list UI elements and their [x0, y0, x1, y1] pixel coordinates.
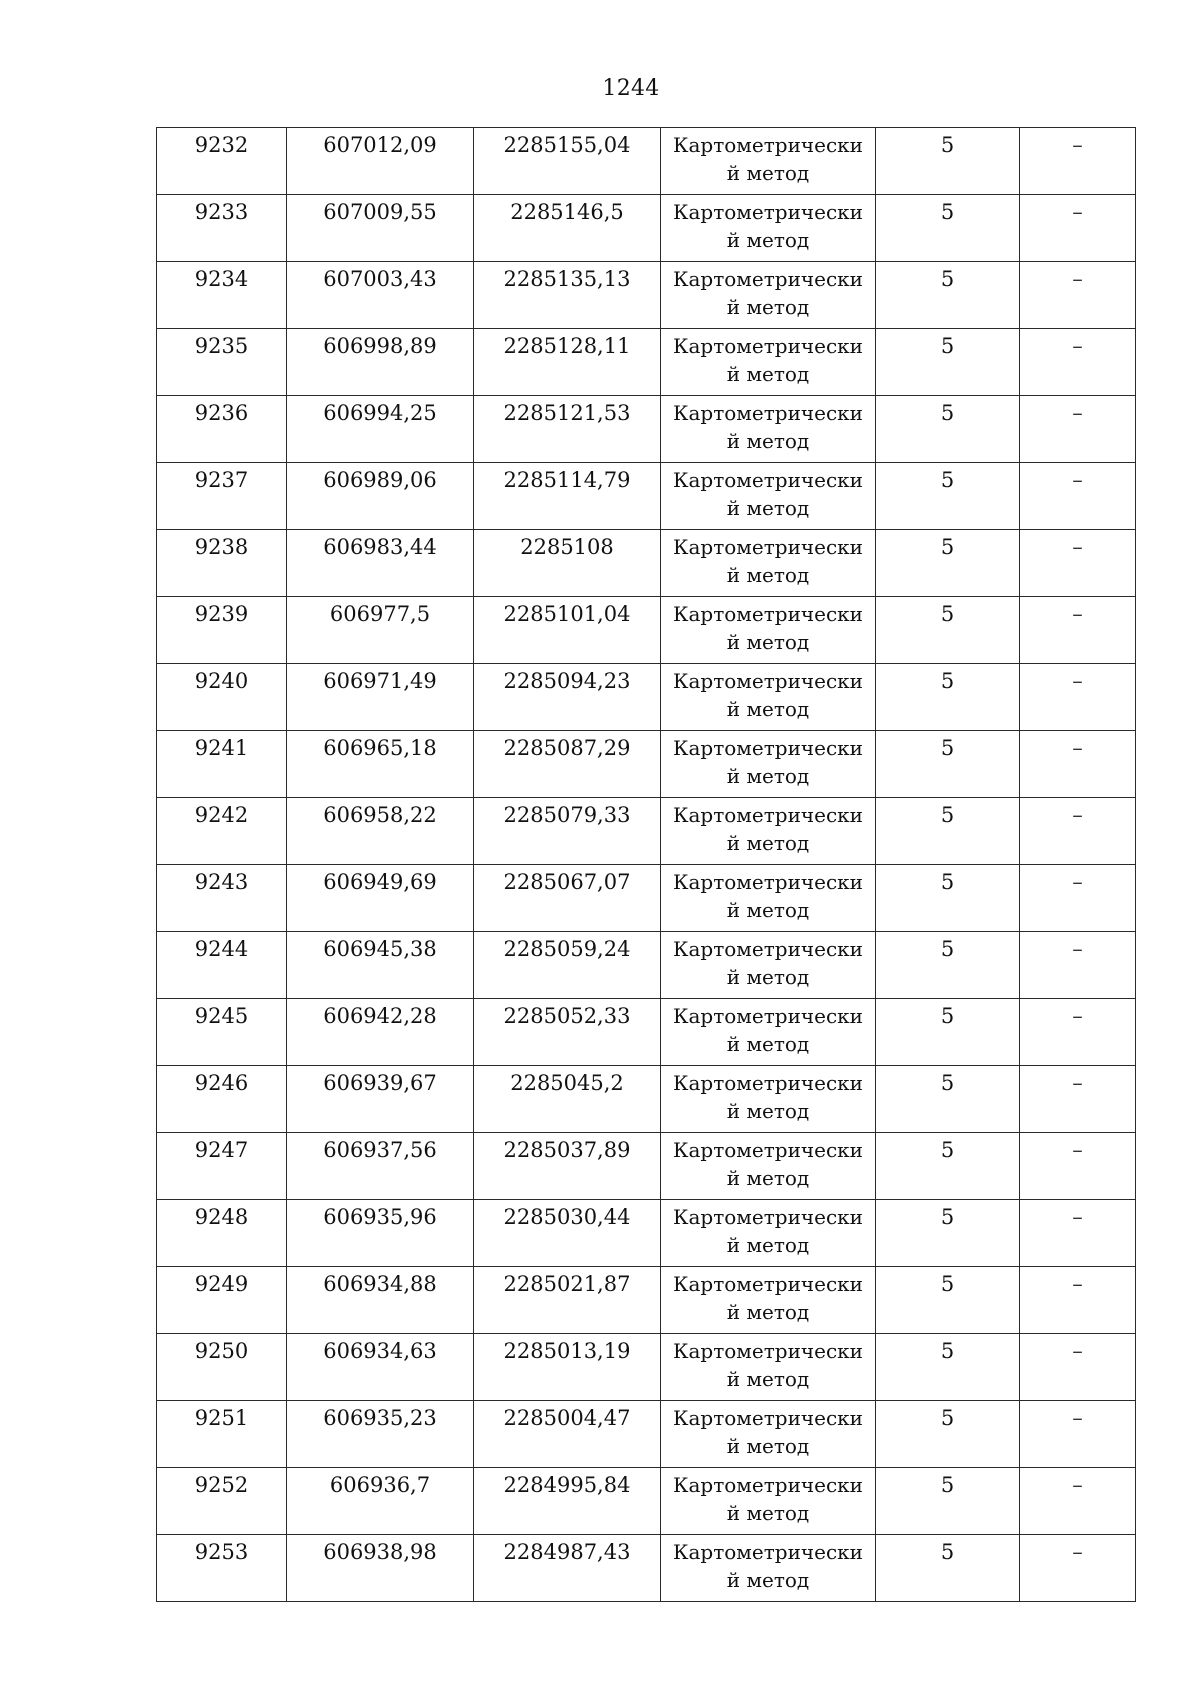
- point-number-cell: 9236: [157, 396, 287, 463]
- method-cell: [661, 1267, 876, 1334]
- method-cell: [661, 731, 876, 798]
- y-coordinate-cell: 2285108: [474, 530, 661, 597]
- method-line-2: й метод: [726, 161, 810, 185]
- y-coordinate-cell: 2285128,11: [474, 329, 661, 396]
- x-coordinate-cell: 606983,44: [287, 530, 474, 597]
- accuracy-cell: 5: [876, 262, 1020, 329]
- note-cell: –: [1020, 396, 1136, 463]
- coordinates-table: [156, 127, 1136, 1602]
- note-cell: –: [1020, 865, 1136, 932]
- method-cell: [661, 1535, 876, 1602]
- method-line-2: й метод: [726, 831, 810, 855]
- method-cell: [661, 664, 876, 731]
- method-line-2: й метод: [726, 965, 810, 989]
- point-number-cell: 9240: [157, 664, 287, 731]
- table-body: [157, 128, 1136, 1602]
- method-line-2: й метод: [726, 563, 810, 587]
- table-row: [157, 1401, 1136, 1468]
- method-line-1: Картометрически: [673, 200, 863, 224]
- accuracy-cell: 5: [876, 1066, 1020, 1133]
- accuracy-cell: 5: [876, 798, 1020, 865]
- y-coordinate-cell: 2285135,13: [474, 262, 661, 329]
- method-line-1: Картометрически: [673, 1272, 863, 1296]
- accuracy-cell: 5: [876, 664, 1020, 731]
- accuracy-cell: 5: [876, 1535, 1020, 1602]
- method-line-1: Картометрически: [673, 468, 863, 492]
- y-coordinate-cell: 2285101,04: [474, 597, 661, 664]
- point-number-cell: 9232: [157, 128, 287, 195]
- accuracy-cell: 5: [876, 463, 1020, 530]
- point-number-cell: 9241: [157, 731, 287, 798]
- method-cell: [661, 128, 876, 195]
- point-number-cell: 9251: [157, 1401, 287, 1468]
- point-number-cell: 9235: [157, 329, 287, 396]
- x-coordinate-cell: 606971,49: [287, 664, 474, 731]
- x-coordinate-cell: 606958,22: [287, 798, 474, 865]
- method-line-1: Картометрически: [673, 1071, 863, 1095]
- accuracy-cell: 5: [876, 999, 1020, 1066]
- point-number-cell: 9239: [157, 597, 287, 664]
- accuracy-cell: 5: [876, 597, 1020, 664]
- x-coordinate-cell: 606934,63: [287, 1334, 474, 1401]
- method-cell: [661, 530, 876, 597]
- accuracy-cell: 5: [876, 1468, 1020, 1535]
- accuracy-cell: 5: [876, 1133, 1020, 1200]
- y-coordinate-cell: 2285155,04: [474, 128, 661, 195]
- table-row: [157, 530, 1136, 597]
- method-line-2: й метод: [726, 1166, 810, 1190]
- method-line-2: й метод: [726, 1300, 810, 1324]
- table-row: [157, 1535, 1136, 1602]
- x-coordinate-cell: 606942,28: [287, 999, 474, 1066]
- method-line-2: й метод: [726, 362, 810, 386]
- note-cell: –: [1020, 932, 1136, 999]
- point-number-cell: 9234: [157, 262, 287, 329]
- point-number-cell: 9250: [157, 1334, 287, 1401]
- table-row: [157, 195, 1136, 262]
- method-line-1: Картометрически: [673, 1473, 863, 1497]
- x-coordinate-cell: 607009,55: [287, 195, 474, 262]
- table-row: [157, 865, 1136, 932]
- note-cell: –: [1020, 999, 1136, 1066]
- method-cell: [661, 1468, 876, 1535]
- method-line-1: Картометрически: [673, 937, 863, 961]
- note-cell: –: [1020, 329, 1136, 396]
- y-coordinate-cell: 2285013,19: [474, 1334, 661, 1401]
- note-cell: –: [1020, 1334, 1136, 1401]
- table-row: [157, 396, 1136, 463]
- table-row: [157, 664, 1136, 731]
- note-cell: –: [1020, 1133, 1136, 1200]
- method-cell: [661, 1066, 876, 1133]
- y-coordinate-cell: 2285079,33: [474, 798, 661, 865]
- method-line-2: й метод: [726, 1501, 810, 1525]
- table-row: [157, 463, 1136, 530]
- method-line-1: Картометрически: [673, 1540, 863, 1564]
- note-cell: –: [1020, 1066, 1136, 1133]
- table-row: [157, 128, 1136, 195]
- method-line-2: й метод: [726, 898, 810, 922]
- y-coordinate-cell: 2285146,5: [474, 195, 661, 262]
- accuracy-cell: 5: [876, 329, 1020, 396]
- point-number-cell: 9252: [157, 1468, 287, 1535]
- point-number-cell: 9233: [157, 195, 287, 262]
- method-line-1: Картометрически: [673, 535, 863, 559]
- note-cell: –: [1020, 1200, 1136, 1267]
- point-number-cell: 9243: [157, 865, 287, 932]
- x-coordinate-cell: 606998,89: [287, 329, 474, 396]
- table-row: [157, 1133, 1136, 1200]
- x-coordinate-cell: 606935,23: [287, 1401, 474, 1468]
- note-cell: –: [1020, 664, 1136, 731]
- note-cell: –: [1020, 195, 1136, 262]
- accuracy-cell: 5: [876, 195, 1020, 262]
- method-line-2: й метод: [726, 1367, 810, 1391]
- note-cell: –: [1020, 798, 1136, 865]
- accuracy-cell: 5: [876, 530, 1020, 597]
- x-coordinate-cell: 606934,88: [287, 1267, 474, 1334]
- method-cell: [661, 798, 876, 865]
- note-cell: –: [1020, 1267, 1136, 1334]
- accuracy-cell: 5: [876, 865, 1020, 932]
- method-line-2: й метод: [726, 228, 810, 252]
- method-line-1: Картометрически: [673, 1205, 863, 1229]
- table-row: [157, 597, 1136, 664]
- x-coordinate-cell: 606939,67: [287, 1066, 474, 1133]
- y-coordinate-cell: 2284995,84: [474, 1468, 661, 1535]
- method-line-2: й метод: [726, 496, 810, 520]
- x-coordinate-cell: 606989,06: [287, 463, 474, 530]
- table-row: [157, 329, 1136, 396]
- accuracy-cell: 5: [876, 1267, 1020, 1334]
- method-line-2: й метод: [726, 429, 810, 453]
- point-number-cell: 9249: [157, 1267, 287, 1334]
- method-line-2: й метод: [726, 1032, 810, 1056]
- point-number-cell: 9253: [157, 1535, 287, 1602]
- x-coordinate-cell: 606965,18: [287, 731, 474, 798]
- point-number-cell: 9237: [157, 463, 287, 530]
- table-row: [157, 999, 1136, 1066]
- method-cell: [661, 195, 876, 262]
- method-cell: [661, 1401, 876, 1468]
- point-number-cell: 9242: [157, 798, 287, 865]
- method-cell: [661, 865, 876, 932]
- method-line-2: й метод: [726, 630, 810, 654]
- y-coordinate-cell: 2285004,47: [474, 1401, 661, 1468]
- method-cell: [661, 396, 876, 463]
- table-row: [157, 262, 1136, 329]
- y-coordinate-cell: 2285052,33: [474, 999, 661, 1066]
- method-cell: [661, 1200, 876, 1267]
- method-line-2: й метод: [726, 1099, 810, 1123]
- table-row: [157, 1334, 1136, 1401]
- x-coordinate-cell: 606949,69: [287, 865, 474, 932]
- accuracy-cell: 5: [876, 396, 1020, 463]
- method-line-2: й метод: [726, 1233, 810, 1257]
- method-line-2: й метод: [726, 1434, 810, 1458]
- method-line-2: й метод: [726, 697, 810, 721]
- note-cell: –: [1020, 731, 1136, 798]
- x-coordinate-cell: 606938,98: [287, 1535, 474, 1602]
- point-number-cell: 9248: [157, 1200, 287, 1267]
- method-line-2: й метод: [726, 764, 810, 788]
- method-cell: [661, 463, 876, 530]
- y-coordinate-cell: 2285021,87: [474, 1267, 661, 1334]
- table-row: [157, 731, 1136, 798]
- method-cell: [661, 932, 876, 999]
- method-line-1: Картометрически: [673, 870, 863, 894]
- method-line-1: Картометрически: [673, 267, 863, 291]
- method-cell: [661, 1133, 876, 1200]
- y-coordinate-cell: 2284987,43: [474, 1535, 661, 1602]
- point-number-cell: 9238: [157, 530, 287, 597]
- point-number-cell: 9247: [157, 1133, 287, 1200]
- accuracy-cell: 5: [876, 1334, 1020, 1401]
- accuracy-cell: 5: [876, 1401, 1020, 1468]
- method-line-1: Картометрически: [673, 1004, 863, 1028]
- method-line-1: Картометрически: [673, 133, 863, 157]
- note-cell: –: [1020, 1535, 1136, 1602]
- note-cell: –: [1020, 128, 1136, 195]
- method-cell: [661, 262, 876, 329]
- point-number-cell: 9245: [157, 999, 287, 1066]
- accuracy-cell: 5: [876, 731, 1020, 798]
- method-line-1: Картометрически: [673, 401, 863, 425]
- method-line-1: Картометрически: [673, 736, 863, 760]
- x-coordinate-cell: 606994,25: [287, 396, 474, 463]
- note-cell: –: [1020, 597, 1136, 664]
- note-cell: –: [1020, 1401, 1136, 1468]
- table-row: [157, 1200, 1136, 1267]
- x-coordinate-cell: 606937,56: [287, 1133, 474, 1200]
- x-coordinate-cell: 607003,43: [287, 262, 474, 329]
- method-cell: [661, 999, 876, 1066]
- method-line-1: Картометрически: [673, 1406, 863, 1430]
- x-coordinate-cell: 607012,09: [287, 128, 474, 195]
- method-line-1: Картометрически: [673, 602, 863, 626]
- note-cell: –: [1020, 530, 1136, 597]
- y-coordinate-cell: 2285037,89: [474, 1133, 661, 1200]
- method-line-2: й метод: [726, 1568, 810, 1592]
- y-coordinate-cell: 2285087,29: [474, 731, 661, 798]
- y-coordinate-cell: 2285114,79: [474, 463, 661, 530]
- y-coordinate-cell: 2285067,07: [474, 865, 661, 932]
- table-row: [157, 1468, 1136, 1535]
- accuracy-cell: 5: [876, 1200, 1020, 1267]
- method-line-1: Картометрически: [673, 803, 863, 827]
- method-cell: [661, 329, 876, 396]
- y-coordinate-cell: 2285121,53: [474, 396, 661, 463]
- y-coordinate-cell: 2285030,44: [474, 1200, 661, 1267]
- accuracy-cell: 5: [876, 128, 1020, 195]
- x-coordinate-cell: 606936,7: [287, 1468, 474, 1535]
- method-line-2: й метод: [726, 295, 810, 319]
- point-number-cell: 9244: [157, 932, 287, 999]
- table-row: [157, 1267, 1136, 1334]
- accuracy-cell: 5: [876, 932, 1020, 999]
- page-number: 1244: [602, 76, 660, 101]
- note-cell: –: [1020, 262, 1136, 329]
- method-cell: [661, 1334, 876, 1401]
- x-coordinate-cell: 606977,5: [287, 597, 474, 664]
- y-coordinate-cell: 2285045,2: [474, 1066, 661, 1133]
- y-coordinate-cell: 2285094,23: [474, 664, 661, 731]
- table-row: [157, 932, 1136, 999]
- table-row: [157, 1066, 1136, 1133]
- note-cell: –: [1020, 1468, 1136, 1535]
- method-line-1: Картометрически: [673, 1339, 863, 1363]
- method-cell: [661, 597, 876, 664]
- method-line-1: Картометрически: [673, 1138, 863, 1162]
- x-coordinate-cell: 606935,96: [287, 1200, 474, 1267]
- note-cell: –: [1020, 463, 1136, 530]
- method-line-1: Картометрически: [673, 334, 863, 358]
- point-number-cell: 9246: [157, 1066, 287, 1133]
- y-coordinate-cell: 2285059,24: [474, 932, 661, 999]
- method-line-1: Картометрически: [673, 669, 863, 693]
- table-row: [157, 798, 1136, 865]
- x-coordinate-cell: 606945,38: [287, 932, 474, 999]
